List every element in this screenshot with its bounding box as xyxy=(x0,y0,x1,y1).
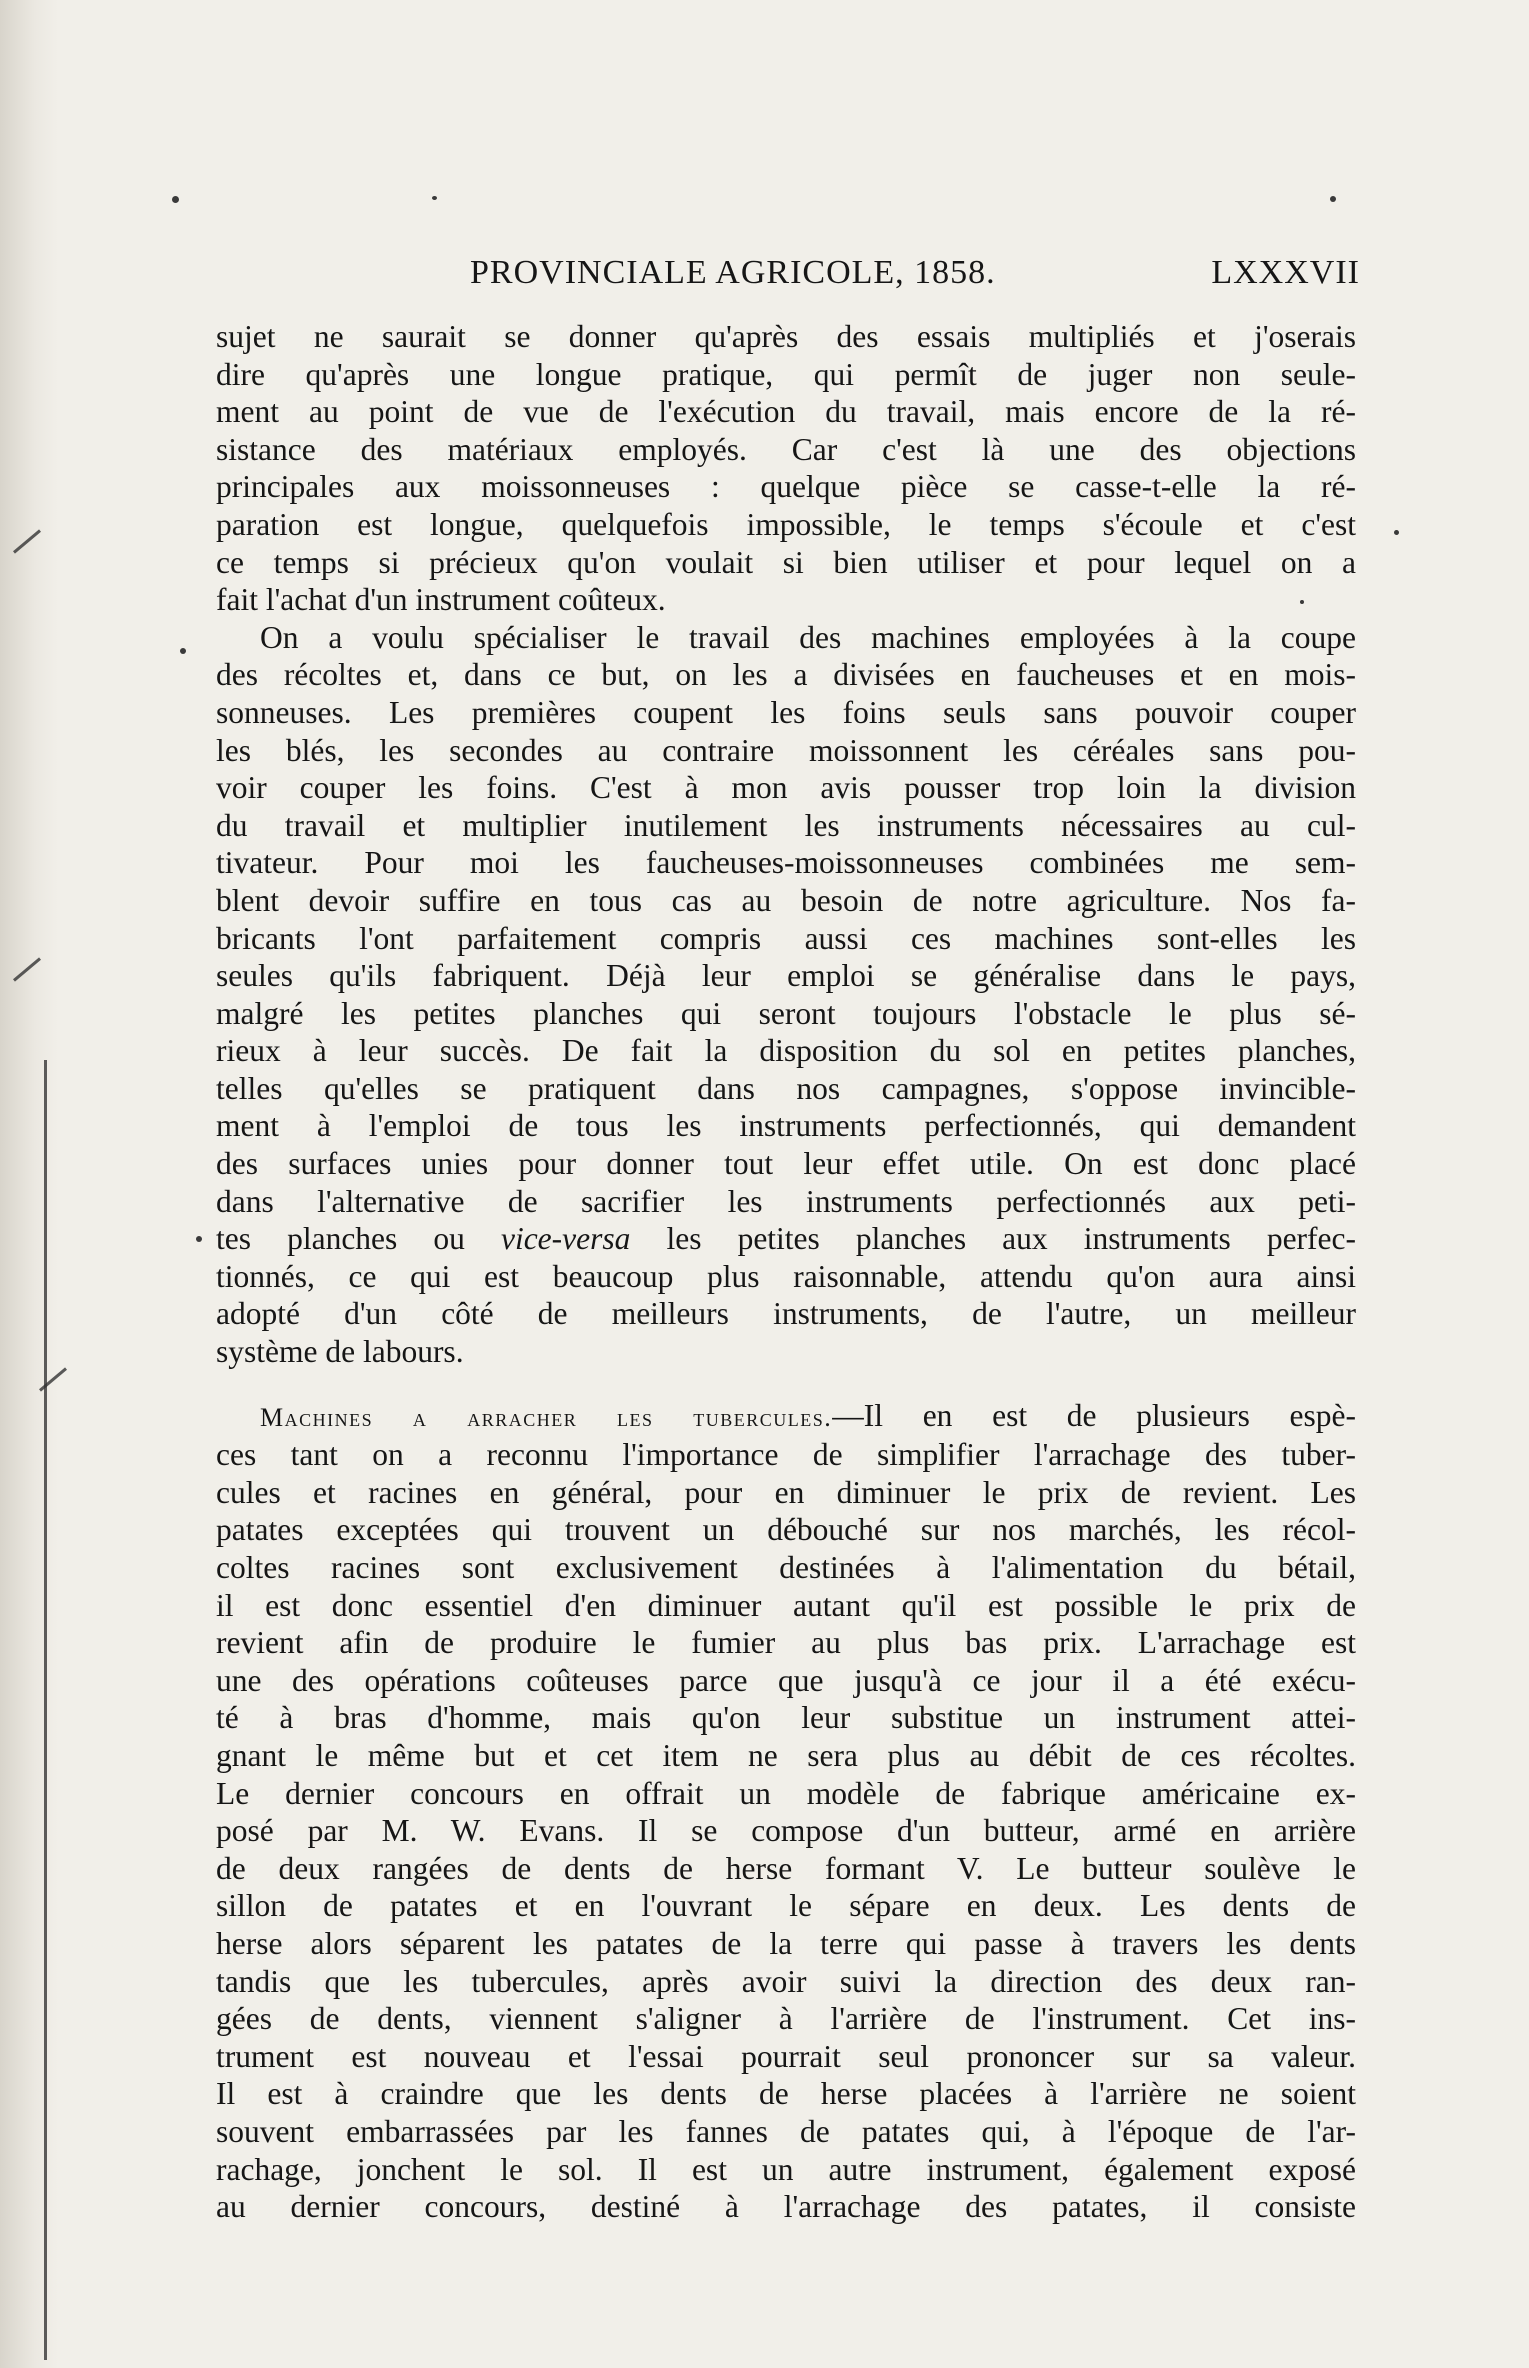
text-line: souvent embarrassées par les fannes de patates qui, à l'époque de l'ar- xyxy=(216,2113,1356,2149)
text-fragment: les petites planches aux instruments perfec- xyxy=(630,1221,1356,1257)
text-line: gnant le même but et cet item ne sera plus au débit de ces récoltes. xyxy=(216,1737,1356,1773)
text-line: blent devoir suffire en tous cas au besoin de notre agriculture. Nos fa- xyxy=(216,882,1356,918)
text-line: les blés, les secondes au contraire moissonnent les céréales sans pou- xyxy=(216,732,1356,768)
paragraph-gap xyxy=(216,1371,1356,1397)
ink-speck xyxy=(432,196,437,200)
text-line: ces tant on a reconnu l'importance de simplifier l'arrachage des tuber- xyxy=(216,1437,1356,1473)
running-header-title: PROVINCIALE AGRICOLE, 1858. xyxy=(470,254,996,291)
text-line: coltes racines sont exclusivement destinées à l'alimentation du bétail, xyxy=(216,1550,1356,1585)
text-line-with-italic xyxy=(216,1220,1356,1258)
page-folio: LXXXVII xyxy=(1211,254,1360,291)
text-line: Il est à craindre que les dents de herse placées à l'arrière ne soient xyxy=(216,2076,1356,2112)
running-header xyxy=(470,254,1360,292)
text-fragment: —Il en est de plusieurs espè- xyxy=(832,1397,1356,1433)
ink-speck xyxy=(1330,196,1336,202)
ink-speck xyxy=(180,648,186,654)
text-line: telles qu'elles se pratiquent dans nos campagnes, s'oppose invincible- xyxy=(216,1070,1356,1106)
text-line: dire qu'après une longue pratique, qui permît de juger non seule- xyxy=(216,356,1356,392)
binding-gutter-line xyxy=(44,1060,47,2360)
text-line: tivateur. Pour moi les faucheuses-moissonneuses combinées me sem- xyxy=(216,845,1356,881)
italic-phrase: vice-versa xyxy=(500,1221,631,1257)
text-line: tionnés, ce qui est beaucoup plus raisonnable, attendu qu'on aura ainsi xyxy=(216,1258,1356,1294)
text-line: une des opérations coûteuses parce que jusqu'à ce jour il a été exécu- xyxy=(216,1662,1356,1698)
paragraph-2 xyxy=(216,619,1356,1371)
ink-speck xyxy=(172,196,179,203)
text-line: sujet ne saurait se donner qu'après des essais multipliés et j'oserais xyxy=(216,319,1356,354)
text-line: rieux à leur succès. De fait la disposition du sol en petites planches, xyxy=(216,1033,1356,1069)
text-line: ment au point de vue de l'exécution du travail, mais encore de la ré- xyxy=(216,394,1356,430)
text-line: du travail et multiplier inutilement les instruments nécessaires au cul- xyxy=(216,807,1356,843)
text-line: dans l'alternative de sacrifier les instruments perfectionnés aux peti- xyxy=(216,1183,1356,1219)
text-line: revient afin de produire le fumier au plus bas prix. L'arrachage est xyxy=(216,1625,1356,1661)
text-line: té à bras d'homme, mais qu'on leur substitue un instrument attei- xyxy=(216,1700,1356,1736)
text-line: fait l'achat d'un instrument coûteux. xyxy=(216,582,666,618)
text-line: sillon de patates et en l'ouvrant le sépare en deux. Les dents de xyxy=(216,1888,1356,1924)
text-line: sonneuses. Les premières coupent les foins seuls sans pouvoir couper xyxy=(216,694,1356,730)
text-line: système de labours. xyxy=(216,1334,464,1370)
text-line: ment à l'emploi de tous les instruments perfectionnés, qui demandent xyxy=(216,1108,1356,1144)
text-line: il est donc essentiel d'en diminuer autant qu'il est possible le prix de xyxy=(216,1587,1356,1623)
text-line: herse alors séparent les patates de la terre qui passe à travers les dents xyxy=(216,1925,1356,1961)
text-line: des surfaces unies pour donner tout leur effet utile. On est donc placé xyxy=(216,1146,1356,1182)
text-fragment: tes planches ou xyxy=(216,1221,501,1257)
page-edge-shadow xyxy=(0,0,58,2368)
text-line: principales aux moissonneuses : quelque pièce se casse-t-elle la ré- xyxy=(216,469,1356,505)
text-line: des récoltes et, dans ce but, on les a divisées en faucheuses et en mois- xyxy=(216,657,1356,693)
text-line: gées de dents, viennent s'aligner à l'arrière de l'instrument. Cet ins- xyxy=(216,2001,1356,2037)
ink-speck xyxy=(1394,530,1399,535)
text-line: seules qu'ils fabriquent. Déjà leur emploi se généralise dans le pays, xyxy=(216,958,1356,994)
text-line: Le dernier concours en offrait un modèle de fabrique américaine ex- xyxy=(216,1775,1356,1811)
text-line: ce temps si précieux qu'on voulait si bien utiliser et pour lequel on a xyxy=(216,544,1356,580)
text-line: paration est longue, quelquefois impossible, le temps s'écoule et c'est xyxy=(216,506,1356,542)
text-line: voir couper les foins. C'est à mon avis pousser trop loin la division xyxy=(216,770,1356,806)
text-line: au dernier concours, destiné à l'arrachage des patates, il consiste xyxy=(216,2189,1356,2225)
text-line: tandis que les tubercules, après avoir suivi la direction des deux ran- xyxy=(216,1963,1356,1999)
text-line: patates exceptées qui trouvent un débouché sur nos marchés, les récol- xyxy=(216,1512,1356,1548)
text-line: sistance des matériaux employés. Car c'est là une des objections xyxy=(216,431,1356,467)
body-text xyxy=(216,318,1356,2226)
text-line: bricants l'ont parfaitement compris aussi ces machines sont-elles les xyxy=(216,920,1356,956)
text-line: cules et racines en général, pour en diminuer le prix de revient. Les xyxy=(216,1474,1356,1510)
paragraph-1 xyxy=(216,318,1356,619)
paragraph-3 xyxy=(216,1397,1356,2226)
text-line: malgré les petites planches qui seront toujours l'obstacle le plus sé- xyxy=(216,995,1356,1031)
text-line-with-heading xyxy=(216,1397,1356,1437)
section-heading: Machines a arracher les tubercules. xyxy=(260,1402,833,1432)
text-line: rachage, jonchent le sol. Il est un autre instrument, également exposé xyxy=(216,2151,1356,2187)
text-line: adopté d'un côté de meilleurs instruments, de l'autre, un meilleur xyxy=(216,1296,1356,1332)
text-line: de deux rangées de dents de herse formant V. Le butteur soulève le xyxy=(216,1850,1356,1886)
text-line: trument est nouveau et l'essai pourrait seul prononcer sur sa valeur. xyxy=(216,2038,1356,2074)
text-line: On a voulu spécialiser le travail des machines employées à la coupe xyxy=(260,619,1356,655)
ink-speck xyxy=(196,1236,202,1242)
text-line: posé par M. W. Evans. Il se compose d'un butteur, armé en arrière xyxy=(216,1813,1356,1849)
